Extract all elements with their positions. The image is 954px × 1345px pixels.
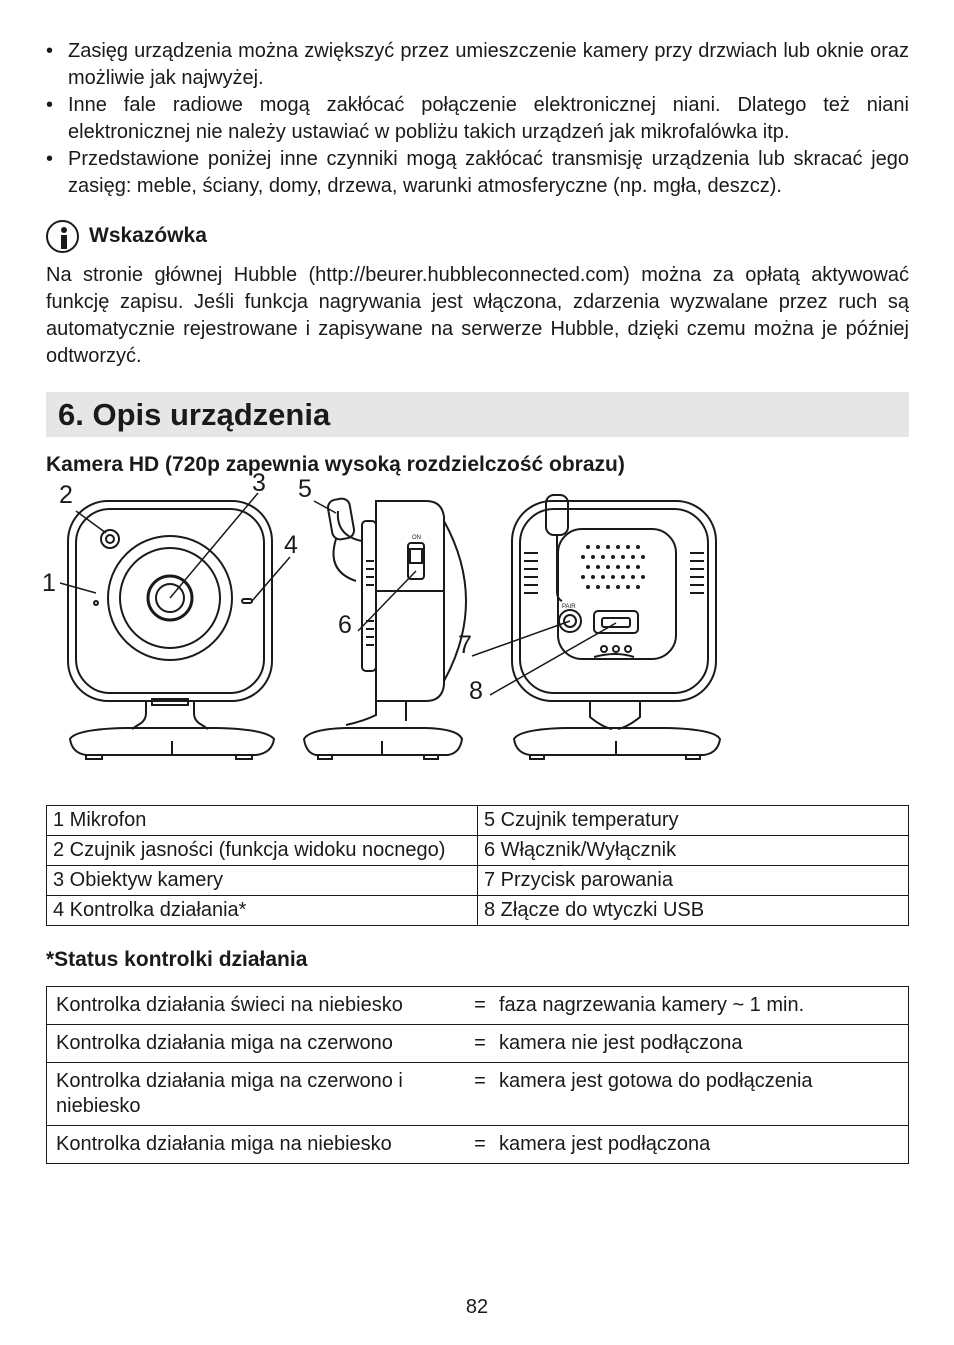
page-content [42, 38, 909, 1164]
part-cell: 4 Kontrolka działania* [47, 896, 478, 926]
table-row [47, 866, 909, 896]
status-table [46, 986, 909, 1164]
callout-3: 3 [252, 469, 266, 497]
camera-back-view [512, 495, 720, 759]
callout-2: 2 [59, 481, 73, 509]
switch-label: ON [412, 535, 421, 541]
camera-side-view [304, 497, 466, 759]
camera-illustration [42, 469, 909, 781]
part-cell: 3 Obiektyw kamery [47, 866, 478, 896]
part-cell: 5 Czujnik temperatury [478, 806, 909, 836]
table-row [47, 806, 909, 836]
tip-heading [46, 216, 909, 256]
section-title: 6. Opis urządzenia [58, 396, 331, 432]
section-header [46, 392, 909, 437]
table-row [47, 896, 909, 926]
status-meaning: kamera jest podłączona [490, 1126, 909, 1164]
table-row [47, 1025, 909, 1063]
status-state: Kontrolka działania świeci na niebiesko [47, 987, 471, 1025]
info-icon [46, 220, 79, 253]
status-state: Kontrolka działania miga na niebiesko [47, 1126, 471, 1164]
status-equals: = [470, 987, 490, 1025]
table-row [47, 1063, 909, 1126]
status-meaning: kamera nie jest podłączona [490, 1025, 909, 1063]
tip-title: Wskazówka [89, 224, 207, 247]
part-cell: 7 Przycisk parowania [478, 866, 909, 896]
status-equals: = [470, 1025, 490, 1063]
page-number: 82 [465, 1296, 489, 1318]
status-equals: = [470, 1126, 490, 1164]
part-cell: 2 Czujnik jasności (funkcja widoku nocnego) [47, 836, 478, 866]
table-row [47, 836, 909, 866]
status-state: Kontrolka działania miga na czerwono i niebiesko [47, 1063, 471, 1126]
bullet-list [46, 38, 909, 200]
pair-label: PAIR [562, 604, 576, 610]
parts-table [46, 805, 909, 926]
callout-5: 5 [298, 475, 312, 503]
speaker-grille [581, 545, 645, 589]
table-row [47, 987, 909, 1025]
table-row [47, 1126, 909, 1164]
callout-1: 1 [42, 569, 56, 597]
tip-text: Na stronie głównej Hubble (http://beurer.hubbleconnected.com) można za opłatą aktywować funkcję zapisu. Jeśli funkcja nagrywania jest włączona, zdarzenia wyzwalane przez ruch są automatycznie rejestrowane i zapisywane na serwerze Hubble, dzięki czemu można je później odtworzyć. [46, 264, 909, 367]
callout-8: 8 [469, 677, 483, 705]
status-meaning: faza nagrzewania kamery ~ 1 min. [490, 987, 909, 1025]
part-cell: 6 Włącznik/Wyłącznik [478, 836, 909, 866]
status-meaning: kamera jest gotowa do podłączenia [490, 1063, 909, 1126]
status-equals: = [470, 1063, 490, 1126]
callout-7: 7 [458, 631, 472, 659]
status-heading: *Status kontrolki działania [46, 948, 308, 971]
bullet-item: • Inne fale radiowe mogą zakłócać połączenie elektronicznej niani. Dlatego też niani elektronicznej nie należy ustawiać w pobliżu takich urządzeń jak mikrofalówka itp. [46, 92, 909, 146]
bullet-item: • Przedstawione poniżej inne czynniki mogą zakłócać transmisję urządzenia lub skracać jego zasięg: meble, ściany, domy, drzewa, warunki atmosferyczne (np. mgła, deszcz). [46, 146, 909, 200]
figure-heading: Kamera HD (720p zapewnia wysoką rozdzielczość obrazu) [46, 453, 625, 476]
status-state: Kontrolka działania miga na czerwono [47, 1025, 471, 1063]
camera-front-view [68, 501, 274, 759]
camera-drawing [46, 481, 909, 781]
bullet-item: • Zasięg urządzenia można zwiększyć przez umieszczenie kamery przy drzwiach lub oknie oraz możliwie jak najwyżej. [46, 38, 909, 92]
callout-6: 6 [338, 611, 352, 639]
callout-4: 4 [284, 531, 298, 559]
part-cell: 8 Złącze do wtyczki USB [478, 896, 909, 926]
part-cell: 1 Mikrofon [47, 806, 478, 836]
